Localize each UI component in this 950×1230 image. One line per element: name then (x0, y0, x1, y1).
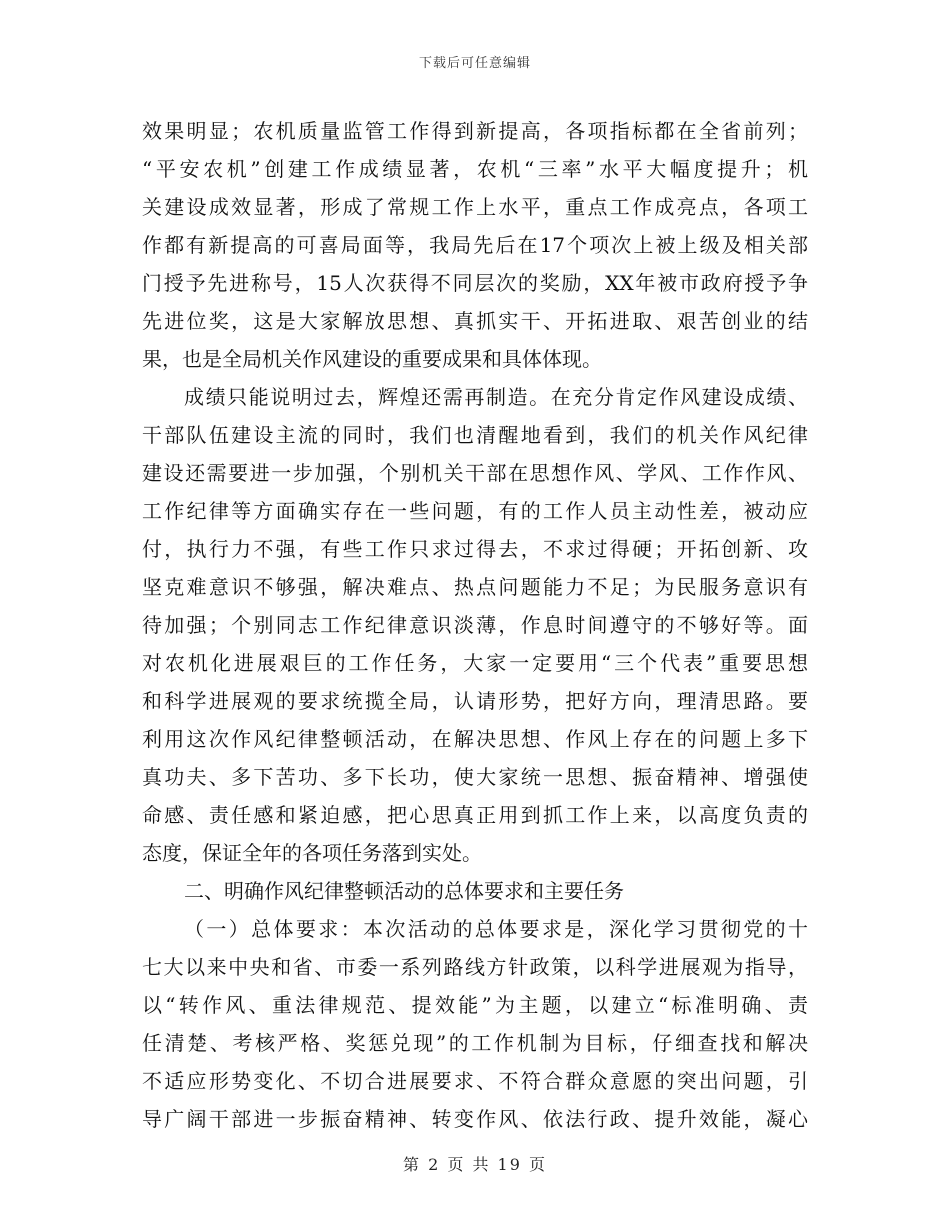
text-line: 坚克难意识不够强，解决难点、热点问题能力不足；为民服务意识有 (142, 575, 808, 599)
text-line: 关建设成效显著，形成了常规工作上水平，重点工作成亮点，各项工 (142, 195, 808, 219)
text-line: 成绩只能说明过去，辉煌还需再制造。在充分肯定作风建设成绩、 (184, 385, 808, 409)
text-line: 付，执行力不强，有些工作只求过得去，不求过得硬；开拓创新、攻 (142, 537, 808, 561)
text-line: 态度，保证全年的各项任务落到实处。 (142, 841, 482, 865)
text-line: 先进位奖，这是大家解放思想、真抓实干、开拓进取、艰苦创业的结 (142, 309, 808, 333)
text-line: 工作纪律等方面确实存在一些问题，有的工作人员主动性差，被动应 (142, 499, 808, 523)
document-body (142, 112, 808, 1138)
text-line: 对农机化进展艰巨的工作任务，大家一定要用“三个代表”重要思想 (142, 651, 808, 675)
text-line: 效果明显；农机质量监管工作得到新提高，各项指标都在全省前列； (142, 119, 808, 143)
text-line: 和科学进展观的要求统揽全局，认请形势，把好方向，理清思路。要 (142, 689, 808, 713)
text-line: 任清楚、考核严格、奖惩兑现”的工作机制为目标，仔细查找和解决 (142, 1031, 808, 1055)
text-line: 干部队伍建设主流的同时，我们也清醒地看到，我们的机关作风纪律 (142, 423, 808, 447)
text-line: 以“转作风、重法律规范、提效能”为主题，以建立“标准明确、责 (142, 993, 808, 1017)
text-line: 门授予先进称号，15人次获得不同层次的奖励，XX年被市政府授予争 (142, 271, 808, 295)
text-line: “平安农机”创建工作成绩显著，农机“三率”水平大幅度提升；机 (142, 157, 808, 181)
text-line: 利用这次作风纪律整顿活动，在解决思想、作风上存在的问题上多下 (142, 727, 808, 751)
page-header: 下载后可任意编辑 (418, 56, 531, 71)
text-line: （一）总体要求：本次活动的总体要求是，深化学习贯彻党的十 (184, 917, 808, 941)
text-line: 待加强；个别同志工作纪律意识淡薄，作息时间遵守的不够好等。面 (142, 613, 808, 637)
text-line: 作都有新提高的可喜局面等，我局先后在17个项次上被上级及相关部 (142, 233, 808, 257)
page-number: 第 2 页 共 19 页 (403, 1155, 547, 1174)
text-line: 真功夫、多下苦功、多下长功，使大家统一思想、振奋精神、增强使 (142, 765, 808, 789)
text-line: 建设还需要进一步加强，个别机关干部在思想作风、学风、工作作风、 (142, 461, 808, 485)
text-line: 果，也是全局机关作风建设的重要成果和具体体现。 (142, 347, 602, 371)
section-heading: 二、明确作风纪律整顿活动的总体要求和主要任务 (184, 879, 624, 903)
text-line: 不适应形势变化、不切合进展要求、不符合群众意愿的突出问题，引 (142, 1069, 808, 1093)
text-line: 导广阔干部进一步振奋精神、转变作风、依法行政、提升效能，凝心 (142, 1107, 808, 1131)
text-line: 七大以来中央和省、市委一系列路线方针政策，以科学进展观为指导， (142, 955, 808, 979)
text-line: 命感、责任感和紧迫感，把心思真正用到抓工作上来，以高度负责的 (142, 803, 808, 827)
